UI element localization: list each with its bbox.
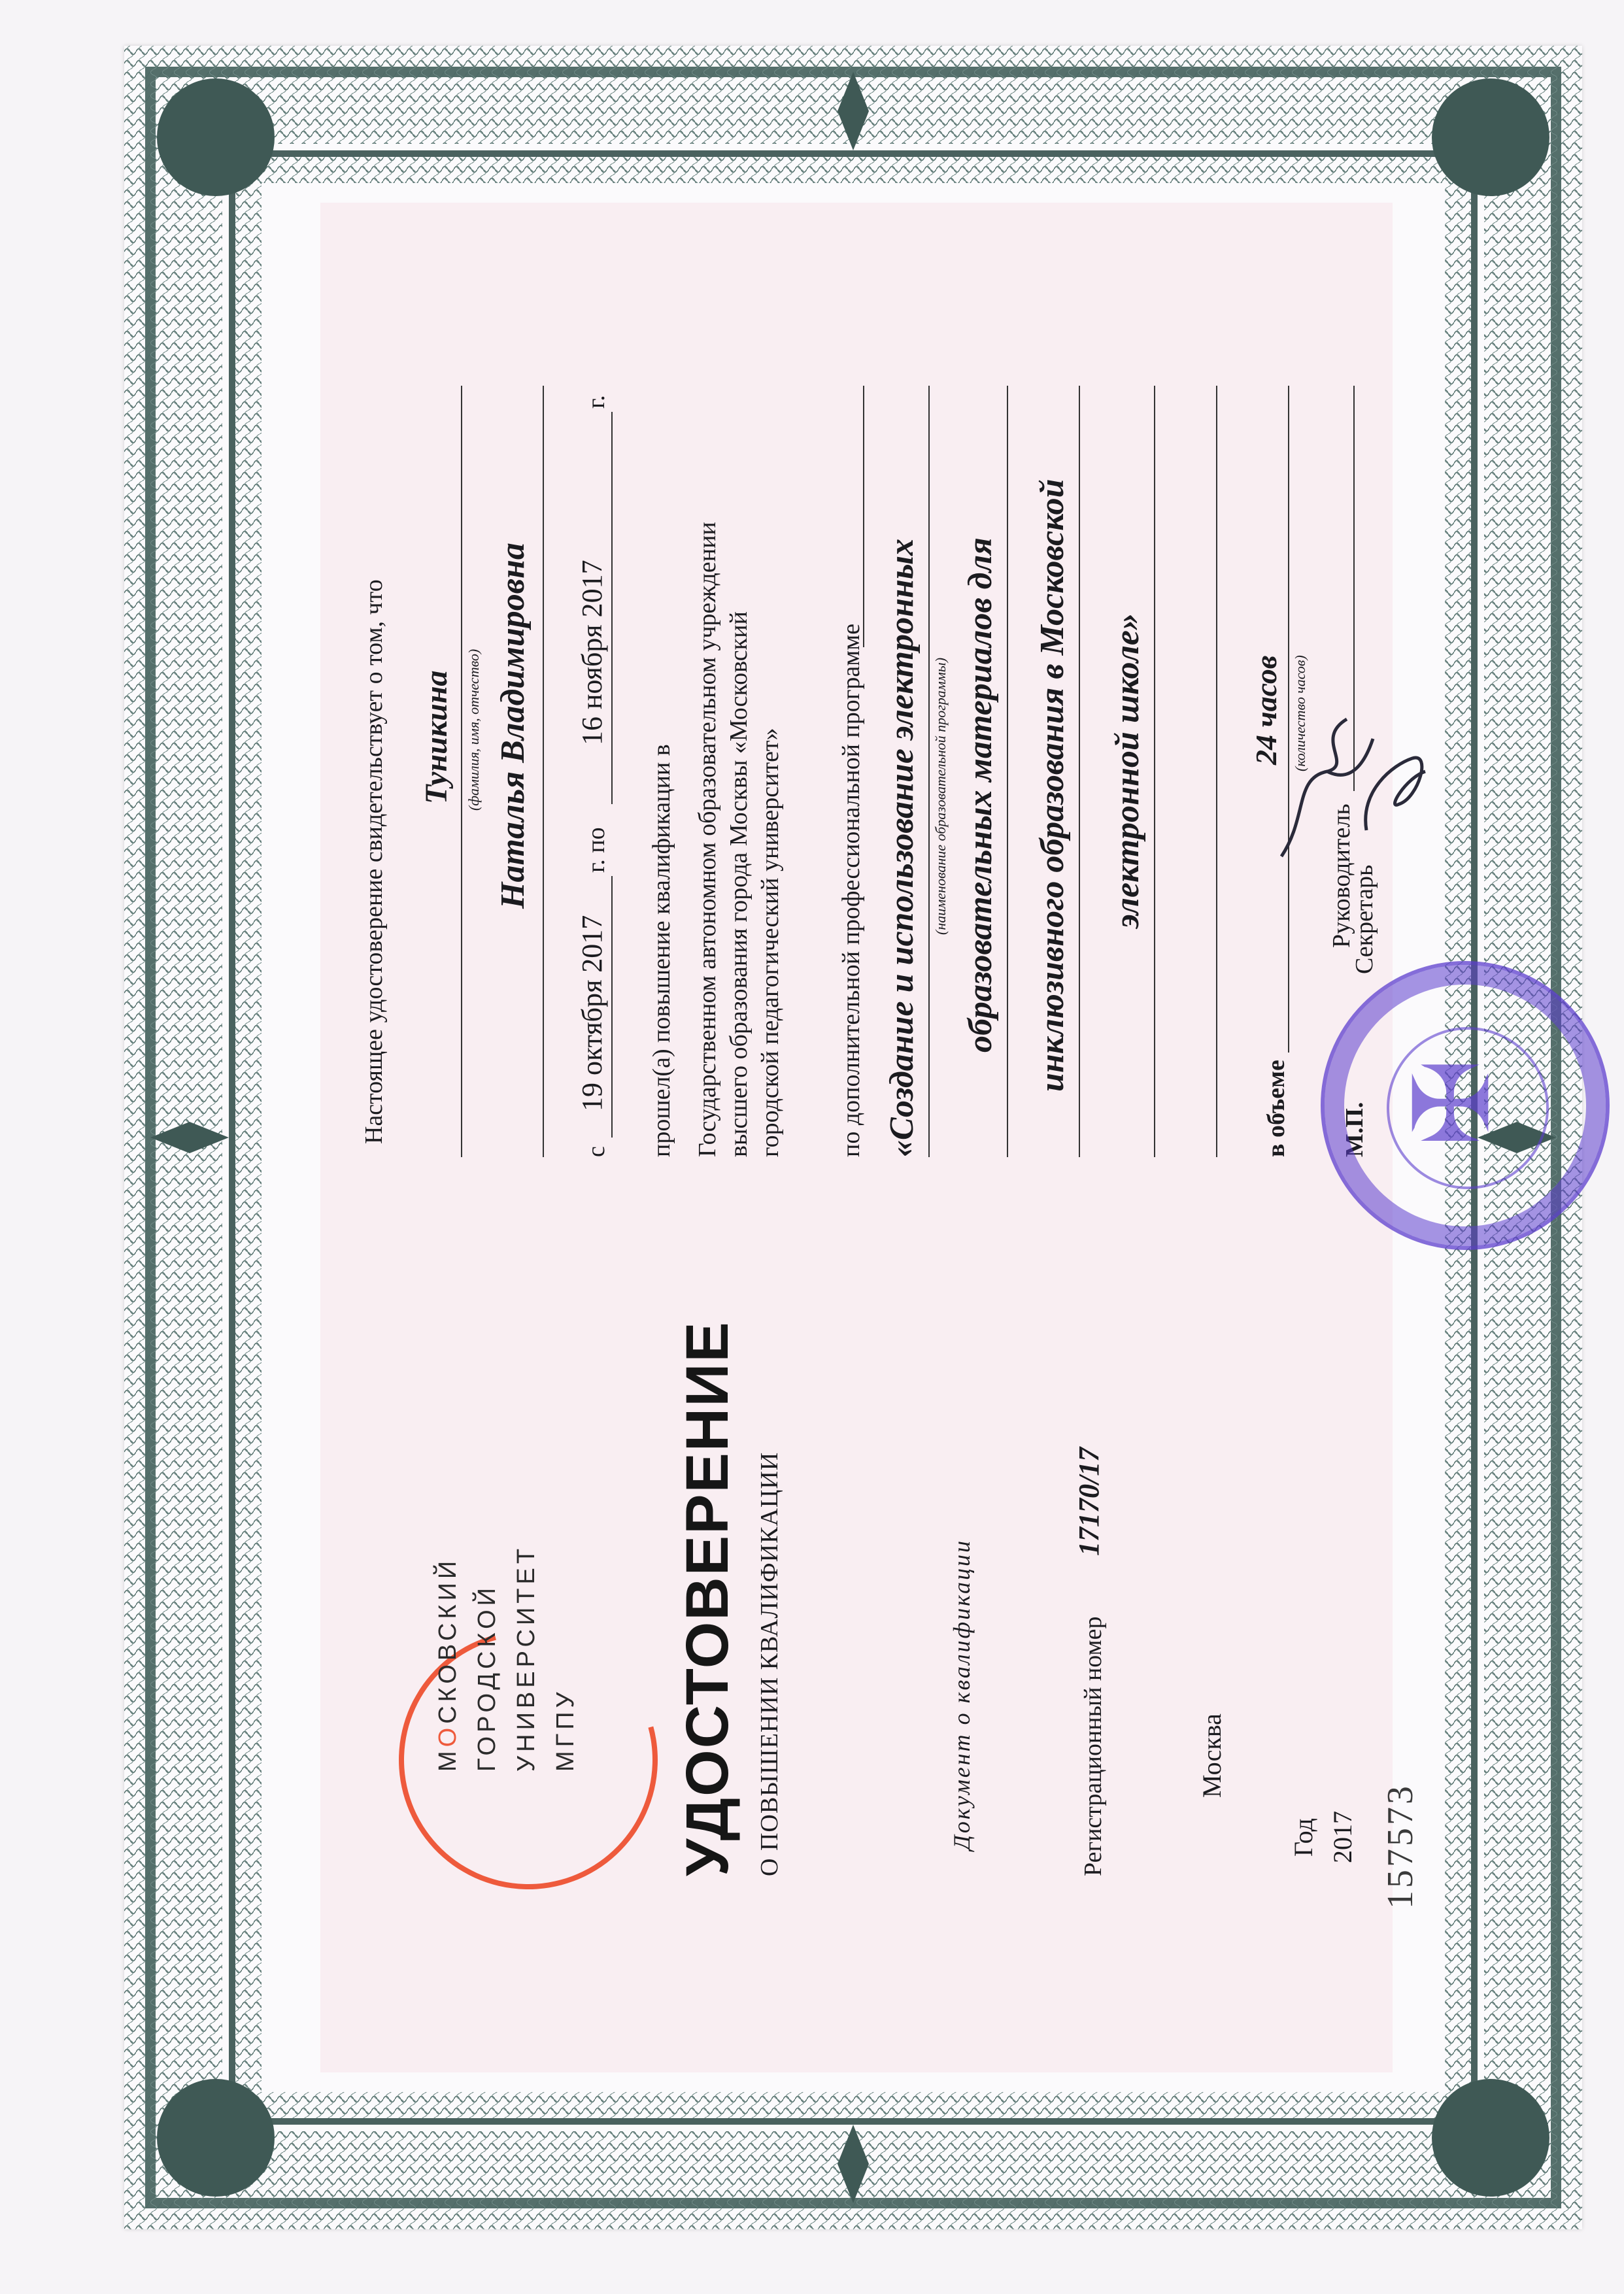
institution-line-2: высшего образования города Москвы «Московский [725, 611, 753, 1157]
program-line-2-rule [1007, 386, 1008, 1157]
g-po: г. по [583, 827, 610, 873]
logo-line-4: МГПУ [552, 1688, 579, 1772]
certificate-title: УДОСТОВЕРЕНИЕ [674, 1321, 741, 1876]
reg-number-label: Регистрационный номер [1079, 1616, 1107, 1876]
program-line-3-rule [1079, 386, 1080, 1157]
document-kind: Документ о квалификации [949, 1538, 975, 1850]
surname-line [461, 386, 462, 1157]
logo-line-3: УНИВЕРСИТЕТ [513, 1544, 540, 1772]
surname: Туникина [419, 670, 454, 804]
g-end: г. [583, 395, 610, 409]
date-to: 16 ноября 2017 [576, 560, 608, 745]
university-logo [428, 1545, 585, 1772]
program-line-3: инклюзивного образования в Московской [1034, 479, 1071, 1092]
reg-number-value: 17170/17 [1073, 1447, 1105, 1556]
institution-line-1: Государственном автономном образовательном учреждении [694, 522, 721, 1157]
coat-of-arms-icon: ✠ [1406, 1047, 1495, 1164]
program-line-4-rule [1154, 386, 1155, 1157]
from-prefix: с [583, 1146, 610, 1157]
secretary-label: Секретарь [1351, 864, 1378, 974]
logo-line-1: МОСКОВСКИЙ [434, 1557, 462, 1772]
date-to-line [611, 412, 613, 804]
logo-line-2: ГОРОДСКОЙ [473, 1584, 501, 1772]
city: Москва [1197, 1713, 1226, 1798]
program-line-4: электронной школе» [1109, 613, 1146, 928]
name-caption: (фамилия, имя, отчество) [465, 649, 482, 811]
serial-number: 157573 [1380, 1783, 1421, 1909]
intro-text: Настоящее удостоверение свидетельствует о том, что [360, 579, 388, 1144]
rotated-content [320, 203, 1393, 2072]
program-intro: по дополнительной профессиональной программе [837, 623, 865, 1157]
given-names: Наталья Владимировна [494, 543, 532, 909]
year-label: Год [1289, 1818, 1318, 1857]
head-label: Руководитель [1328, 803, 1355, 948]
secretary-signature [1353, 739, 1438, 843]
stamp-mp: М.П. [1341, 1102, 1368, 1157]
date-from-line [611, 876, 613, 1138]
hours-caption: (количество часов) [1292, 655, 1308, 771]
certificate-sheet [124, 46, 1582, 2229]
volume-label: в объеме [1262, 1060, 1290, 1157]
institution-line-3: городской педагогический университет» [756, 728, 784, 1157]
program-line-2: образовательных материалов для [962, 537, 999, 1053]
passed-text: прошел(а) повышение квалификации в [648, 744, 675, 1157]
official-stamp [1321, 961, 1610, 1250]
date-from: 19 октября 2017 [576, 915, 608, 1111]
year-value: 2017 [1328, 1811, 1357, 1863]
certificate-subtitle: О ПОВЫШЕНИИ КВАЛИФИКАЦИИ [756, 1451, 783, 1876]
program-intro-line [863, 386, 864, 647]
hours-value: 24 часов [1249, 655, 1283, 765]
program-line-1: «Создание и использование электронных [883, 539, 921, 1157]
blank-line [1216, 386, 1217, 1157]
program-line-1-rule [928, 386, 930, 1157]
given-names-line [543, 386, 544, 1157]
program-caption: (наименование образовательной программы) [932, 657, 949, 935]
